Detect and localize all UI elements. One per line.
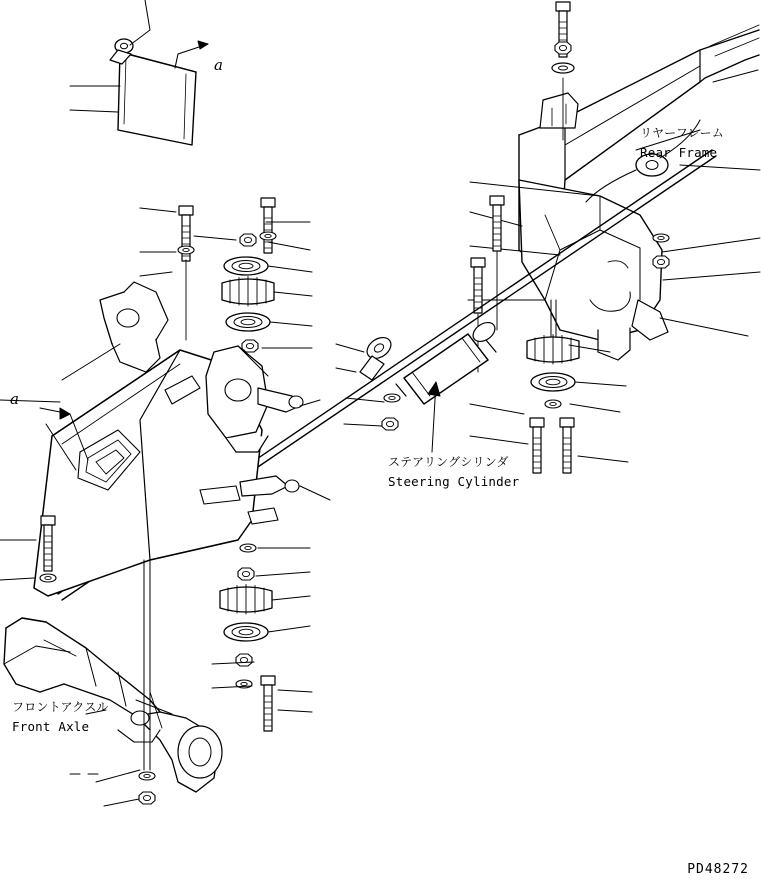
drawing-number: PD48272 xyxy=(687,862,749,877)
rear-frame-body xyxy=(519,25,759,360)
kingpin-upper-stack xyxy=(140,198,312,352)
callout-a-left: a xyxy=(10,390,19,408)
rear-frame-label-jp: リヤーフレーム xyxy=(640,126,725,140)
front-axle-label-jp: フロントアクスル xyxy=(12,700,109,714)
front-axle-label-en: Front Axle xyxy=(12,719,90,734)
detail-a-inset xyxy=(70,0,208,145)
steering-cylinder-label-jp: ステアリングシリンダ xyxy=(388,455,509,469)
callout-a-top: a xyxy=(214,56,223,74)
steering-cylinder-label-en: Steering Cylinder xyxy=(388,474,520,489)
rear-frame-label-en: Rear Frame xyxy=(640,145,718,160)
